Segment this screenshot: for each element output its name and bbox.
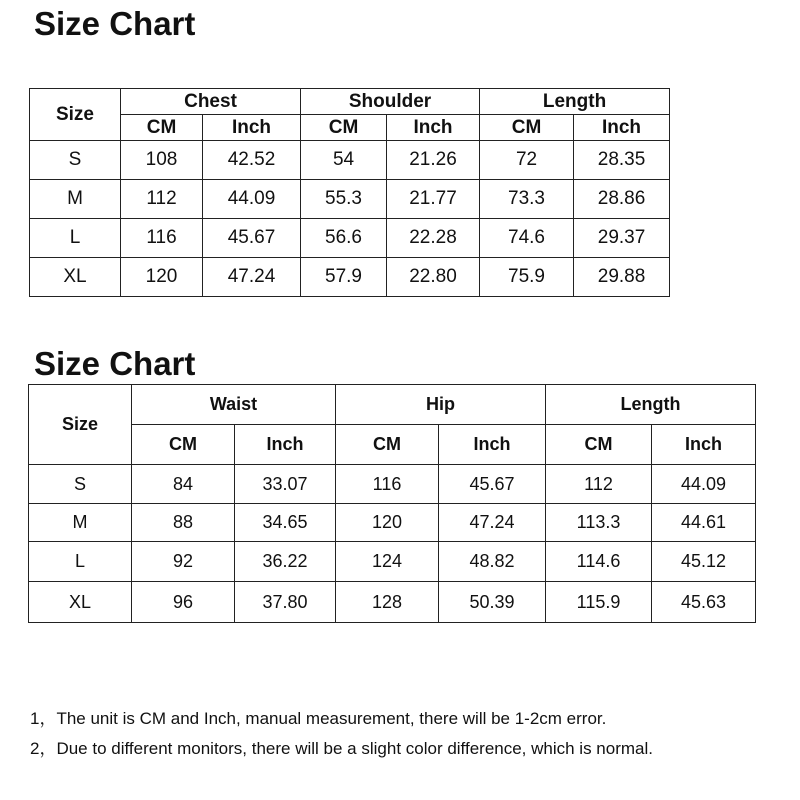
value-cell: 21.26 bbox=[387, 141, 480, 180]
value-cell: 29.37 bbox=[574, 219, 670, 258]
value-cell: 45.67 bbox=[203, 219, 301, 258]
value-cell: 33.07 bbox=[235, 465, 336, 504]
unit-header-inch: Inch bbox=[574, 115, 670, 141]
value-cell: 21.77 bbox=[387, 180, 480, 219]
value-cell: 56.6 bbox=[301, 219, 387, 258]
note-unit-accuracy: 1，The unit is CM and Inch, manual measurement, there will be 1-2cm error. bbox=[30, 709, 607, 728]
table-row bbox=[29, 582, 756, 623]
notes bbox=[30, 704, 653, 764]
table-row bbox=[30, 180, 670, 219]
value-cell: 29.88 bbox=[574, 258, 670, 297]
value-cell: 47.24 bbox=[439, 504, 546, 542]
table-row bbox=[30, 141, 670, 180]
table-row bbox=[30, 219, 670, 258]
value-cell: 42.52 bbox=[203, 141, 301, 180]
value-cell: 55.3 bbox=[301, 180, 387, 219]
value-cell: 72 bbox=[480, 141, 574, 180]
value-cell: 92 bbox=[132, 542, 235, 582]
value-cell: 44.09 bbox=[203, 180, 301, 219]
unit-header-cm: CM bbox=[132, 425, 235, 465]
value-cell: 44.09 bbox=[652, 465, 756, 504]
value-cell: 45.63 bbox=[652, 582, 756, 623]
group-header-waist: Waist bbox=[132, 385, 336, 425]
value-cell: 128 bbox=[336, 582, 439, 623]
unit-header-cm: CM bbox=[480, 115, 574, 141]
size-cell: L bbox=[30, 219, 121, 258]
value-cell: 112 bbox=[121, 180, 203, 219]
size-header: Size bbox=[30, 89, 121, 141]
table-row bbox=[30, 258, 670, 297]
unit-header-cm: CM bbox=[301, 115, 387, 141]
size-cell: S bbox=[29, 465, 132, 504]
value-cell: 36.22 bbox=[235, 542, 336, 582]
unit-header-inch: Inch bbox=[652, 425, 756, 465]
value-cell: 22.28 bbox=[387, 219, 480, 258]
value-cell: 120 bbox=[336, 504, 439, 542]
unit-header-inch: Inch bbox=[439, 425, 546, 465]
value-cell: 113.3 bbox=[546, 504, 652, 542]
size-cell: S bbox=[30, 141, 121, 180]
table-row bbox=[29, 504, 756, 542]
unit-header-inch: Inch bbox=[387, 115, 480, 141]
size-cell: L bbox=[29, 542, 132, 582]
group-header-length: Length bbox=[480, 89, 670, 115]
value-cell: 73.3 bbox=[480, 180, 574, 219]
size-chart-1-title: Size Chart bbox=[34, 5, 196, 42]
size-cell: M bbox=[30, 180, 121, 219]
group-header-shoulder: Shoulder bbox=[301, 89, 480, 115]
value-cell: 48.82 bbox=[439, 542, 546, 582]
value-cell: 44.61 bbox=[652, 504, 756, 542]
value-cell: 112 bbox=[546, 465, 652, 504]
unit-header-cm: CM bbox=[121, 115, 203, 141]
value-cell: 88 bbox=[132, 504, 235, 542]
table-row bbox=[29, 542, 756, 582]
unit-header-cm: CM bbox=[546, 425, 652, 465]
value-cell: 116 bbox=[336, 465, 439, 504]
table-row bbox=[29, 465, 756, 504]
value-cell: 37.80 bbox=[235, 582, 336, 623]
value-cell: 57.9 bbox=[301, 258, 387, 297]
value-cell: 108 bbox=[121, 141, 203, 180]
size-table-1 bbox=[29, 88, 670, 297]
size-table-2 bbox=[28, 384, 756, 623]
value-cell: 28.35 bbox=[574, 141, 670, 180]
size-cell: XL bbox=[30, 258, 121, 297]
unit-header-inch: Inch bbox=[235, 425, 336, 465]
size-cell: XL bbox=[29, 582, 132, 623]
group-header-hip: Hip bbox=[336, 385, 546, 425]
value-cell: 28.86 bbox=[574, 180, 670, 219]
value-cell: 74.6 bbox=[480, 219, 574, 258]
value-cell: 22.80 bbox=[387, 258, 480, 297]
group-header-length: Length bbox=[546, 385, 756, 425]
value-cell: 116 bbox=[121, 219, 203, 258]
unit-header-cm: CM bbox=[336, 425, 439, 465]
size-header: Size bbox=[29, 385, 132, 465]
note-color-difference: 2，Due to different monitors, there will be a slight color difference, which is normal. bbox=[30, 739, 653, 758]
size-cell: M bbox=[29, 504, 132, 542]
value-cell: 120 bbox=[121, 258, 203, 297]
value-cell: 84 bbox=[132, 465, 235, 504]
value-cell: 45.12 bbox=[652, 542, 756, 582]
value-cell: 124 bbox=[336, 542, 439, 582]
value-cell: 75.9 bbox=[480, 258, 574, 297]
value-cell: 114.6 bbox=[546, 542, 652, 582]
unit-header-inch: Inch bbox=[203, 115, 301, 141]
value-cell: 34.65 bbox=[235, 504, 336, 542]
group-header-chest: Chest bbox=[121, 89, 301, 115]
size-chart-2-title: Size Chart bbox=[34, 345, 196, 382]
value-cell: 45.67 bbox=[439, 465, 546, 504]
value-cell: 96 bbox=[132, 582, 235, 623]
value-cell: 115.9 bbox=[546, 582, 652, 623]
value-cell: 47.24 bbox=[203, 258, 301, 297]
value-cell: 54 bbox=[301, 141, 387, 180]
value-cell: 50.39 bbox=[439, 582, 546, 623]
